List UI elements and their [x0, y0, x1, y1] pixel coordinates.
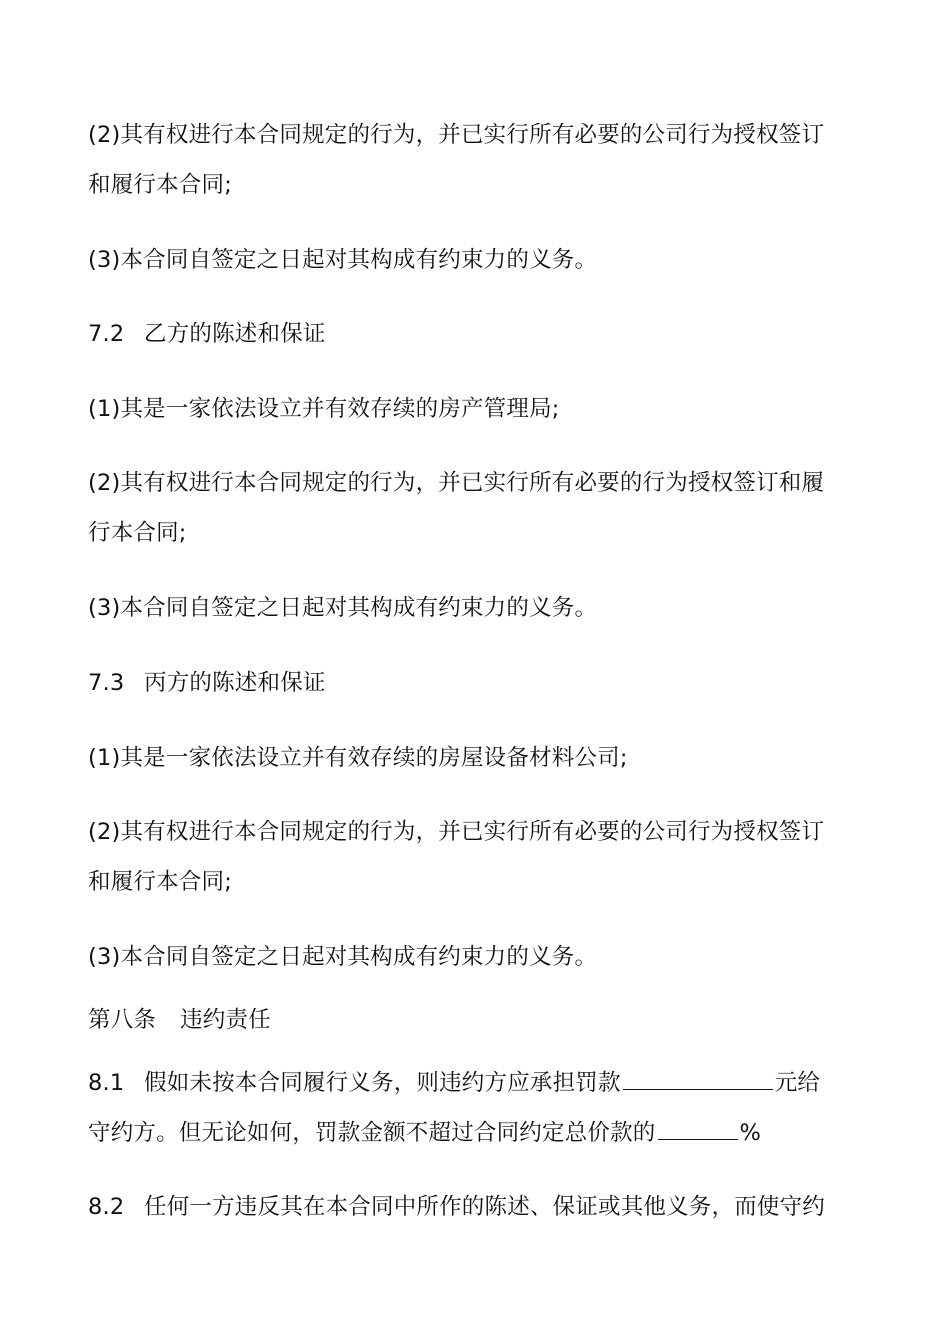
- clause-7-2-heading: [88, 319, 862, 349]
- clause-7-2-item-2-line-1: (2)其有权进行本合同规定的行为，并已实行所有必要的行为授权签订和履: [88, 470, 825, 496]
- clause-text: 守约方。但无论如何，罚款金额不超过合同约定总价款的: [88, 1120, 656, 1146]
- clause-7-1-item-2-line-2: 和履行本合同;: [88, 172, 232, 198]
- clause-7-1-item-2-line-1: (2)其有权进行本合同规定的行为，并已实行所有必要的公司行为授权签订: [88, 122, 825, 148]
- clause-title: 乙方的陈述和保证: [144, 321, 326, 347]
- clause-title: 丙方的陈述和保证: [144, 670, 326, 696]
- article-number: 第八条: [88, 1007, 157, 1033]
- clause-8-2-line-1: [88, 1192, 862, 1222]
- clause-7-2-item-3: (3)本合同自签定之日起对其构成有约束力的义务。: [88, 595, 598, 621]
- percent-sign: %: [739, 1120, 762, 1146]
- clause-text: 任何一方违反其在本合同中所作的陈述、保证或其他义务，而使守约: [144, 1194, 826, 1220]
- clause-8-1-line-1: [88, 1067, 862, 1098]
- clause-7-3-item-1: (1)其是一家依法设立并有效存续的房屋设备材料公司;: [88, 745, 628, 771]
- clause-7-3-item-2-line-2: 和履行本合同;: [88, 869, 232, 895]
- clause-7-2-item-2-line-2: 行本合同;: [88, 520, 187, 546]
- clause-number: 7.2: [88, 321, 125, 347]
- clause-number: 8.2: [88, 1194, 125, 1220]
- clause-8-1-line-2: [88, 1117, 862, 1148]
- clause-7-3-item-3: (3)本合同自签定之日起对其构成有约束力的义务。: [88, 944, 598, 970]
- clause-7-1-item-3: (3)本合同自签定之日起对其构成有约束力的义务。: [88, 247, 598, 273]
- clause-text: 假如未按本合同履行义务，则违约方应承担罚款: [144, 1070, 621, 1096]
- penalty-percent-blank: [658, 1117, 738, 1140]
- article-title: 违约责任: [180, 1007, 271, 1033]
- clause-7-3-item-2-line-1: (2)其有权进行本合同规定的行为，并已实行所有必要的公司行为授权签订: [88, 819, 825, 845]
- clause-7-3-heading: [88, 668, 862, 698]
- clause-number: 8.1: [88, 1070, 125, 1096]
- clause-text-tail: 元给: [774, 1070, 821, 1096]
- article-8-heading: [88, 1005, 862, 1035]
- clause-number: 7.3: [88, 670, 125, 696]
- penalty-amount-blank: [623, 1067, 773, 1090]
- clause-7-2-item-1: (1)其是一家依法设立并有效存续的房产管理局;: [88, 396, 560, 422]
